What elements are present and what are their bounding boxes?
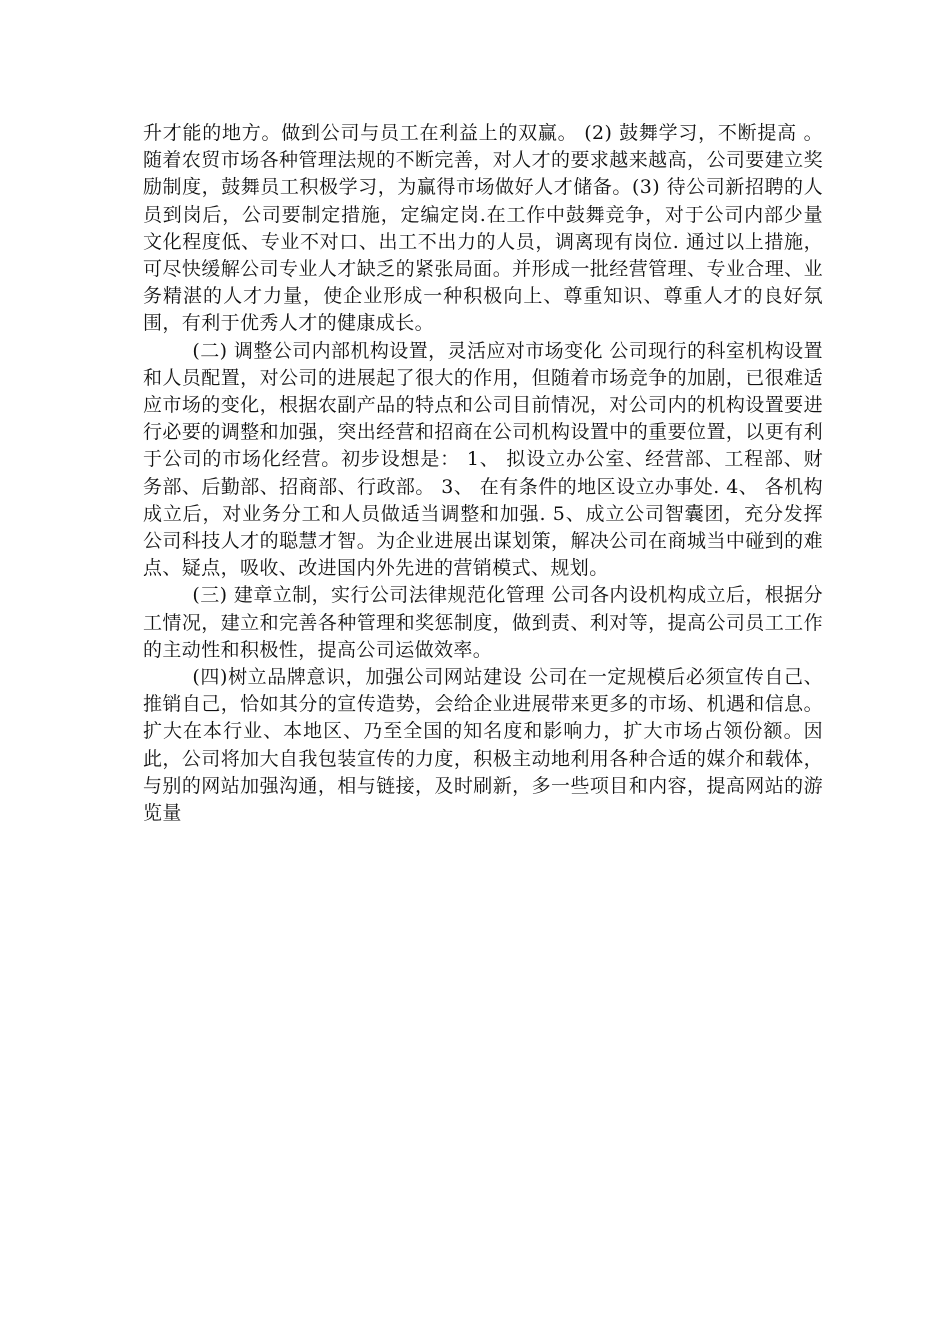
paragraph-brand-website: (四)树立品牌意识，加强公司网站建设 公司在一定规模后必须宣传自己、推销自己，恰如其分的宣传造势，会给企业进展带来更多的市场、机遇和信息。扩大在本行业、本地区、乃至全国的知名度和影响力，扩大市场占领份额。因此，公司将加大自我包装宣传的力度，积极主动地利用各种合适的媒介和载体，与别的网站加强沟通，相与链接，及时刷新，多一些项目和内容，提高网站的游览量 <box>143 666 823 825</box>
paragraph-regulations: (三) 建章立制，实行公司法律规范化管理 公司各内设机构成立后，根据分工情况，建立和完善各种管理和奖惩制度，做到责、利对等，提高公司员工工作的主动性和积极性，提高公司运做效率。 <box>143 584 823 661</box>
paragraph-talent-continuation: 升才能的地方。做到公司与员工在利益上的双赢。 (2) 鼓舞学习，不断提高 。随着农贸市场各种管理法规的不断完善，对人才的要求越来越高，公司要建立奖励制度，鼓舞员工积极学习，为赢得市场做好人才储备。(3) 待公司新招聘的人员到岗后，公司要制定措施，定编定岗.在工作中鼓舞竞争，对于公司内部少量文化程度低、专业不对口、出工不出力的人员，调离现有岗位. 通过以上措施，可尽快缓解公司专业人才缺乏的紧张局面。并形成一批经营管理、专业合理、业务精湛的人才力量，使企业形成一种积极向上、尊重知识、尊重人才的良好氛围，有利于优秀人才的健康成长。 <box>143 122 823 335</box>
paragraph-organization-adjustment: (二) 调整公司内部机构设置，灵活应对市场变化 公司现行的科室机构设置和人员配置，对公司的进展起了很大的作用，但随着市场竞争的加剧，已很难适应市场的变化，根据农副产品的特点和公司目前情况，对公司内的机构设置要进行必要的调整和加强，突出经营和招商在公司机构设置中的重要位置，以更有利于公司的市场化经营。初步设想是： 1、 拟设立办公室、经营部、工程部、财务部、后勤部、招商部、行政部。 3、 在有条件的地区设立办事处. 4、 各机构成立后，对业务分工和人员做适当调整和加强. 5、成立公司智囊团，充分发挥公司科技人才的聪慧才智。为企业进展出谋划策，解决公司在商城当中碰到的难点、疑点，吸收、改进国内外先进的营销模式、规划。 <box>143 339 823 580</box>
body-text <box>143 120 823 827</box>
